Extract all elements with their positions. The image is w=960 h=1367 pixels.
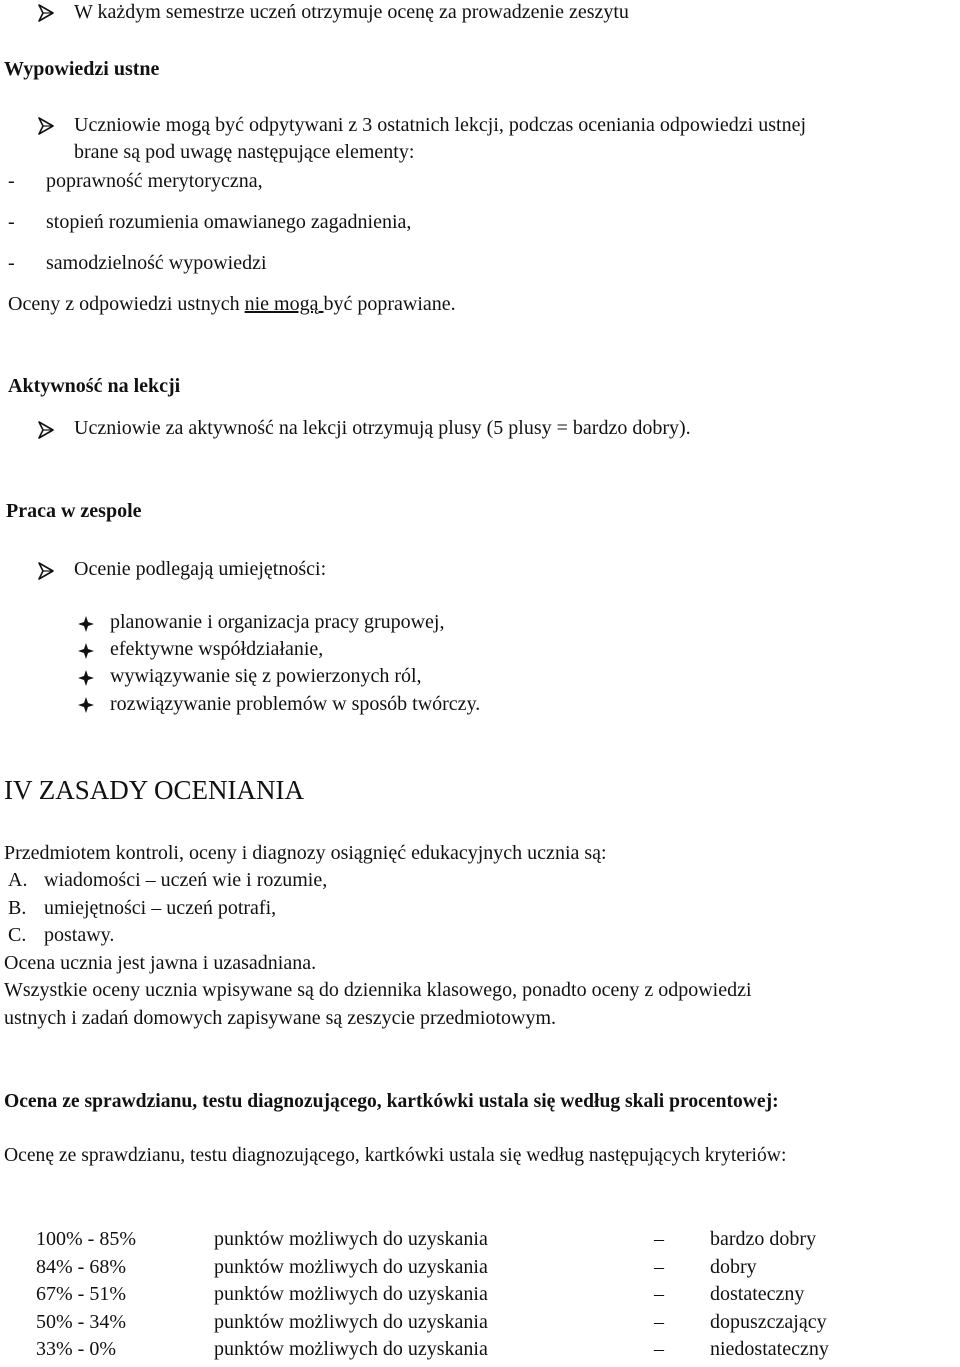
- aktywnosc-bullet: Uczniowie za aktywność na lekcji otrzymują plusy (5 plusy = bardzo dobry).: [74, 417, 691, 439]
- diamond-bullet-icon: [78, 697, 94, 713]
- note-underlined: nie mogą: [244, 293, 324, 315]
- heading-aktywnosc: Aktywność na lekcji: [8, 375, 181, 397]
- diamond-bullet-icon: [78, 670, 94, 686]
- scale-range: 33% - 0%: [36, 1338, 116, 1360]
- zasady-line1: Ocena ucznia jest jawna i uzasadniana.: [4, 952, 317, 974]
- arrow-bullet-icon: [36, 561, 56, 581]
- skill-item: rozwiązywanie problemów w sposób twórczy.: [110, 693, 481, 715]
- diamond-bullet-icon: [78, 616, 94, 632]
- list-letter: C.: [8, 924, 27, 946]
- skill-item: planowanie i organizacja pracy grupowej,: [110, 611, 445, 633]
- scale-grade: dobry: [710, 1256, 757, 1278]
- arrow-bullet-icon: [36, 3, 56, 23]
- scale-grade: bardzo dobry: [710, 1228, 817, 1250]
- wypowiedzi-bullet-line1: Uczniowie mogą być odpytywani z 3 ostatnich lekcji, podczas oceniania odpowiedzi ustnej: [74, 114, 807, 136]
- scale-range: 67% - 51%: [36, 1283, 126, 1305]
- scale-grade: niedostateczny: [710, 1338, 829, 1360]
- scale-desc: punktów możliwych do uzyskania: [214, 1228, 488, 1250]
- list-item: postawy.: [44, 924, 115, 946]
- scale-grade: dopuszczający: [710, 1311, 827, 1333]
- diamond-bullet-icon: [78, 643, 94, 659]
- heading-wypowiedzi-ustne: Wypowiedzi ustne: [4, 58, 160, 80]
- zasady-intro: Przedmiotem kontroli, oceny i diagnozy osiągnięć edukacyjnych ucznia są:: [4, 842, 607, 864]
- scale-dash: –: [654, 1283, 664, 1305]
- zasady-line2: Wszystkie oceny ucznia wpisywane są do dziennika klasowego, ponadto oceny z odpowiedzi: [4, 979, 752, 1001]
- scale-desc: punktów możliwych do uzyskania: [214, 1311, 488, 1333]
- list-letter: A.: [8, 869, 28, 891]
- arrow-bullet-icon: [36, 420, 56, 440]
- scale-desc: punktów możliwych do uzyskania: [214, 1256, 488, 1278]
- scale-range: 50% - 34%: [36, 1311, 126, 1333]
- note-part-b: być poprawiane.: [323, 293, 456, 315]
- criterion-item: samodzielność wypowiedzi: [46, 252, 267, 274]
- scale-range: 84% - 68%: [36, 1256, 126, 1278]
- scale-grade: dostateczny: [710, 1283, 805, 1305]
- dash-icon: -: [8, 252, 15, 274]
- dash-icon: -: [8, 170, 15, 192]
- oral-grades-note: [8, 293, 456, 316]
- skill-item: efektywne współdziałanie,: [110, 638, 324, 660]
- scale-range: 100% - 85%: [36, 1228, 136, 1250]
- list-item: wiadomości – uczeń wie i rozumie,: [44, 869, 328, 891]
- criterion-item: poprawność merytoryczna,: [46, 170, 263, 192]
- criterion-item: stopień rozumienia omawianego zagadnienia,: [46, 211, 412, 233]
- zasady-line3: ustnych i zadań domowych zapisywane są zeszycie przedmiotowym.: [4, 1007, 557, 1029]
- scale-dash: –: [654, 1338, 664, 1360]
- heading-praca-w-zespole: Praca w zespole: [6, 500, 142, 522]
- list-letter: B.: [8, 897, 27, 919]
- scale-dash: –: [654, 1228, 664, 1250]
- note-part-a: Oceny z odpowiedzi ustnych: [8, 293, 245, 315]
- praca-bullet: Ocenie podlegają umiejętności:: [74, 558, 327, 580]
- dash-icon: -: [8, 211, 15, 233]
- list-item: umiejętności – uczeń potrafi,: [44, 897, 277, 919]
- wypowiedzi-bullet-line2: brane są pod uwagę następujące elementy:: [74, 141, 415, 163]
- heading-zasady-oceniania: IV ZASADY OCENIANIA: [4, 775, 304, 805]
- scale-dash: –: [654, 1311, 664, 1333]
- skill-item: wywiązywanie się z powierzonych ról,: [110, 665, 422, 687]
- heading-sprawdzian: Ocena ze sprawdzianu, testu diagnozującego, kartkówki ustala się według skali procentowej:: [4, 1091, 779, 1112]
- scale-desc: punktów możliwych do uzyskania: [214, 1338, 488, 1360]
- scale-desc: punktów możliwych do uzyskania: [214, 1283, 488, 1305]
- sprawdzian-intro: Ocenę ze sprawdzianu, testu diagnozującego, kartkówki ustala się według następujących kryteriów:: [4, 1145, 787, 1166]
- arrow-bullet-icon: [36, 116, 56, 136]
- scale-dash: –: [654, 1256, 664, 1278]
- zeszyt-line: W każdym semestrze uczeń otrzymuje ocenę za prowadzenie zeszytu: [74, 1, 629, 23]
